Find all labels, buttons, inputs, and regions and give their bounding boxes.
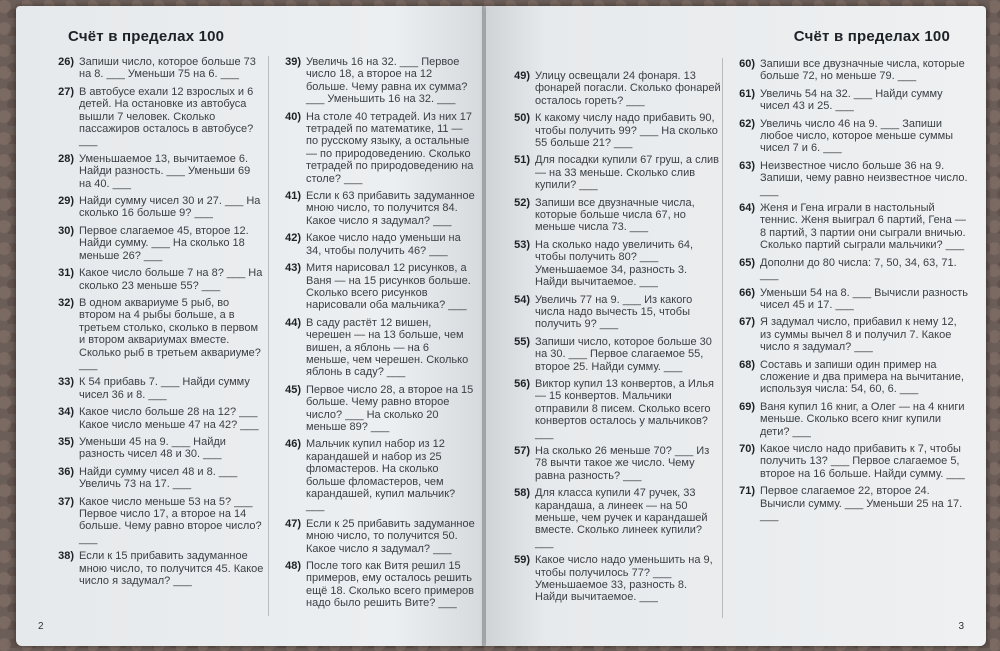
task-item bbox=[729, 401, 969, 438]
task-text: В автобусе ехали 12 взрослых и 6 детей. На остановке из автобуса вышли 7 человек. Сколько пассажиров осталось в автобусе? ___ bbox=[79, 85, 254, 148]
task-text: Женя и Гена играли в настольный теннис. Женя выиграл 6 партий, Гена — 8 партий, 3 партии они сыграли вничью. Сколько партий сыграли мальчики? ___ bbox=[760, 202, 966, 252]
task-number: 39) bbox=[285, 56, 301, 68]
task-number: 30) bbox=[58, 224, 74, 237]
task-text: Дополни до 80 числа: 7, 50, 34, 63, 71. ___ bbox=[760, 256, 957, 282]
task-text: Первое число 28, а второе на 15 больше. Чему равно второе число? ___ На сколько 20 меньше 89? ___ bbox=[306, 383, 474, 433]
task-number: 46) bbox=[285, 438, 301, 451]
task-number: 34) bbox=[58, 406, 74, 419]
task-item bbox=[729, 485, 969, 522]
task-number: 61) bbox=[739, 87, 755, 100]
task-item bbox=[48, 56, 264, 81]
task-item bbox=[48, 436, 264, 461]
left-column-2 bbox=[268, 56, 475, 616]
task-number: 54) bbox=[514, 293, 530, 306]
task-item bbox=[504, 378, 722, 440]
task-text: Найди сумму чисел 30 и 27. ___ На сколько 16 больше 9? ___ bbox=[79, 195, 261, 220]
task-text: Какое число больше 28 на 12? ___ Какое число меньше 47 на 42? ___ bbox=[79, 406, 259, 431]
task-item bbox=[729, 316, 969, 353]
task-number: 65) bbox=[739, 256, 755, 269]
task-text: Увеличь 16 на 32. ___ Первое число 18, а второе на 12 больше. Чему равна их сумма? ___ Уменьшить 16 на 32. ___ bbox=[306, 56, 468, 106]
task-number: 47) bbox=[285, 517, 301, 530]
task-text: Неизвестное число больше 36 на 9. Запиши, чему равно неизвестное число. ___ bbox=[760, 159, 968, 197]
task-item bbox=[504, 294, 722, 331]
task-item bbox=[729, 118, 969, 155]
task-number: 52) bbox=[514, 196, 530, 209]
task-number: 62) bbox=[739, 117, 755, 130]
task-number: 53) bbox=[514, 238, 530, 251]
task-item bbox=[275, 560, 475, 610]
task-item bbox=[504, 554, 722, 604]
task-item bbox=[504, 70, 722, 107]
task-text: В саду растёт 12 вишен, черешен — на 13 больше, чем вишен, а яблонь — на 6 меньше, чем черешен. Сколько яблонь в саду? ___ bbox=[306, 316, 469, 379]
task-text: Найди сумму чисел 48 и 8. ___ Увеличь 73 на 17. ___ bbox=[79, 465, 238, 491]
task-text: Уменьши 45 на 9. ___ Найди разность чисел 48 и 30. ___ bbox=[79, 435, 226, 461]
task-item bbox=[48, 153, 264, 190]
task-text: На сколько 26 меньше 70? ___ Из 78 вычти такое же число. Чему равна разность? ___ bbox=[535, 444, 710, 482]
right-column-1 bbox=[504, 70, 722, 609]
task-text: Виктор купил 13 конвертов, а Илья — 15 конвертов. Мальчики отправили 8 писем. Сколько всего конвертов осталось у мальчиков? ___ bbox=[535, 377, 714, 440]
task-item bbox=[729, 443, 969, 480]
task-text: Запиши все двузначные числа, которые больше числа 67, но меньше числа 73. ___ bbox=[535, 196, 695, 234]
task-item bbox=[729, 202, 969, 252]
task-text: Митя нарисовал 12 рисунков, а Ваня — на 15 рисунков больше. Сколько всего рисунков нарисовали оба мальчика? ___ bbox=[306, 262, 471, 312]
task-number: 71) bbox=[739, 485, 755, 498]
task-text: Если к 63 прибавить задуманное мною число, то получится 84. Какое число я задумал? ___ bbox=[306, 190, 475, 227]
task-item bbox=[48, 376, 264, 401]
task-item bbox=[48, 297, 264, 371]
task-number: 35) bbox=[58, 435, 74, 448]
task-number: 37) bbox=[58, 495, 74, 508]
task-number: 66) bbox=[739, 286, 755, 299]
task-item bbox=[48, 406, 264, 431]
task-number: 64) bbox=[739, 202, 755, 215]
task-item bbox=[275, 232, 475, 257]
task-text: К 54 прибавь 7. ___ Найди сумму чисел 36 и 8. ___ bbox=[79, 376, 250, 401]
task-number: 41) bbox=[285, 190, 301, 203]
page-number: 3 bbox=[958, 621, 964, 632]
task-number: 50) bbox=[514, 112, 530, 125]
task-text: Первое слагаемое 22, второе 24. Вычисли сумму. ___ Уменьши 25 на 17. ___ bbox=[760, 485, 963, 522]
task-item bbox=[275, 317, 475, 379]
task-number: 27) bbox=[58, 85, 74, 98]
task-text: Если к 15 прибавить задуманное мною число, то получится 45. Какое число я задумал? ___ bbox=[79, 550, 264, 588]
task-item bbox=[48, 225, 264, 262]
task-item bbox=[504, 154, 722, 191]
task-number: 48) bbox=[285, 560, 301, 573]
task-number: 44) bbox=[285, 316, 301, 329]
task-number: 57) bbox=[514, 444, 530, 457]
task-text: После того как Витя решил 15 примеров, ему осталось решить ещё 18. Сколько всего примеров надо было решить Вите? ___ bbox=[306, 560, 474, 610]
task-text: Ваня купил 16 книг, а Олег — на 4 книги меньше. Сколько всего книг купили дети? ___ bbox=[760, 400, 965, 438]
task-number: 33) bbox=[58, 376, 74, 389]
task-text: Я задумал число, прибавил к нему 12, из суммы вычел 8 и получил 7. Какое число я задумал? ___ bbox=[760, 316, 957, 354]
task-number: 29) bbox=[58, 195, 74, 208]
right-page bbox=[486, 6, 986, 646]
task-text: Мальчик купил набор из 12 карандашей и набор из 25 фломастеров. На сколько больше фломастеров, чем карандашей, купил мальчик? ___ bbox=[306, 438, 456, 513]
task-text: Уменьшаемое 13, вычитаемое 6. Найди разность. ___ Уменьши 69 на 40. ___ bbox=[79, 152, 251, 190]
task-text: Увеличь число 46 на 9. ___ Запиши любое число, которое меньше суммы чисел 7 и 6. ___ bbox=[760, 117, 954, 155]
task-number: 49) bbox=[514, 70, 530, 82]
task-number: 42) bbox=[285, 232, 301, 245]
task-number: 63) bbox=[739, 159, 755, 172]
task-item bbox=[275, 438, 475, 512]
task-number: 59) bbox=[514, 554, 530, 567]
task-item bbox=[275, 190, 475, 227]
task-item bbox=[48, 466, 264, 491]
task-text: Первое слагаемое 45, второе 12. Найди сумму. ___ На сколько 18 меньше 26? ___ bbox=[79, 224, 249, 262]
task-number: 60) bbox=[739, 58, 755, 70]
task-item bbox=[275, 56, 475, 106]
task-number: 70) bbox=[739, 442, 755, 455]
task-number: 36) bbox=[58, 465, 74, 478]
task-item bbox=[504, 197, 722, 234]
task-item bbox=[729, 58, 969, 83]
task-item bbox=[48, 496, 264, 546]
task-number: 51) bbox=[514, 154, 530, 167]
task-text: Запиши число, которое больше 30 на 30. ___ Первое слагаемое 55, второе 25. Найди сумму. ___ bbox=[535, 335, 712, 373]
task-text: Запиши число, которое больше 73 на 8. ___ Уменьши 75 на 6. ___ bbox=[79, 56, 256, 81]
task-text: К какому числу надо прибавить 90, чтобы получить 99? ___ На сколько 55 больше 21? ___ bbox=[535, 112, 718, 150]
page-title: Счёт в пределах 100 bbox=[793, 28, 950, 45]
task-item bbox=[48, 195, 264, 220]
task-text: Запиши все двузначные числа, которые больше 72, но меньше 79. ___ bbox=[760, 58, 965, 83]
task-number: 38) bbox=[58, 550, 74, 563]
task-item bbox=[275, 384, 475, 434]
task-number: 32) bbox=[58, 296, 74, 309]
task-number: 31) bbox=[58, 267, 74, 280]
task-item bbox=[729, 88, 969, 113]
task-number: 45) bbox=[285, 383, 301, 396]
task-number: 56) bbox=[514, 377, 530, 390]
right-column-2 bbox=[722, 58, 969, 618]
task-item bbox=[275, 518, 475, 555]
task-text: Какое число надо уменьшить на 9, чтобы получилось 77? ___ Уменьшаемое 33, разность 8. Найди вычитаемое. ___ bbox=[535, 554, 713, 604]
task-number: 28) bbox=[58, 152, 74, 165]
task-text: Уменьши 54 на 8. ___ Вычисли разность чисел 45 и 17. ___ bbox=[760, 286, 969, 311]
task-item bbox=[275, 262, 475, 312]
page-number: 2 bbox=[38, 621, 44, 632]
task-text: Какое число надо уменьши на 34, чтобы получить 46? ___ bbox=[306, 232, 461, 257]
task-number: 43) bbox=[285, 262, 301, 275]
task-text: Составь и запиши один пример на сложение и два примера на вычитание, используя числа: 54, 60, 6. ___ bbox=[760, 358, 964, 396]
task-number: 55) bbox=[514, 335, 530, 348]
task-text: На сколько надо увеличить 64, чтобы получить 80? ___ Уменьшаемое 34, разность 3. Найди вычитаемое. ___ bbox=[535, 238, 694, 289]
task-item bbox=[729, 359, 969, 396]
task-number: 69) bbox=[739, 400, 755, 413]
task-item bbox=[504, 336, 722, 373]
task-item bbox=[729, 257, 969, 282]
task-number: 40) bbox=[285, 110, 301, 123]
task-item bbox=[48, 267, 264, 292]
task-item bbox=[48, 86, 264, 148]
task-text: Для посадки купили 67 груш, а слив — на 33 меньше. Сколько слив купили? ___ bbox=[535, 154, 719, 192]
task-number: 68) bbox=[739, 358, 755, 371]
page-title: Счёт в пределах 100 bbox=[68, 28, 225, 45]
task-text: Если к 25 прибавить задуманное мною число, то получится 50. Какое число я задумал? ___ bbox=[306, 517, 475, 555]
task-item bbox=[504, 445, 722, 482]
task-text: На столе 40 тетрадей. Из них 17 тетрадей по математике, 11 — по русскому языку, а остальные — по природоведению. Сколько тетрадей по природоведению на столе? ___ bbox=[306, 110, 474, 185]
task-item bbox=[275, 111, 475, 185]
task-text: Увеличь 77 на 9. ___ Из какого числа надо вычесть 15, чтобы получить 9? ___ bbox=[535, 293, 693, 331]
left-page bbox=[16, 6, 486, 646]
task-item bbox=[504, 112, 722, 149]
task-number: 67) bbox=[739, 316, 755, 329]
task-item bbox=[729, 160, 969, 197]
task-number: 26) bbox=[58, 56, 74, 68]
left-column-1 bbox=[48, 56, 264, 592]
task-text: Какое число надо прибавить к 7, чтобы получить 13? ___ Первое слагаемое 5, второе на 16 больше. Найди сумму. ___ bbox=[760, 442, 965, 480]
task-item bbox=[48, 550, 264, 587]
task-item bbox=[504, 487, 722, 549]
task-text: Для класса купили 47 ручек, 33 карандаша, а линеек — на 50 меньше, чем ручек и карандашей вместе. Сколько линеек купили? ___ bbox=[535, 487, 708, 549]
task-text: Какое число меньше 53 на 5? ___ Первое число 17, а второе на 14 больше. Чему равно второе число? ___ bbox=[79, 495, 262, 545]
task-item bbox=[729, 287, 969, 312]
task-text: Улицу освещали 24 фонаря. 13 фонарей погасли. Сколько фонарей осталось гореть? ___ bbox=[535, 70, 721, 107]
task-text: Увеличь 54 на 32. ___ Найди сумму чисел 43 и 25. ___ bbox=[760, 87, 943, 113]
task-text: Какое число больше 7 на 8? ___ На сколько 23 меньше 55? ___ bbox=[79, 267, 263, 292]
task-text: В одном аквариуме 5 рыб, во втором на 4 рыбы больше, а в третьем столько, сколько в первом и втором аквариумах вместе. Сколько рыб в третьем аквариуме? ___ bbox=[79, 296, 261, 371]
task-number: 58) bbox=[514, 487, 530, 500]
task-item bbox=[504, 239, 722, 289]
